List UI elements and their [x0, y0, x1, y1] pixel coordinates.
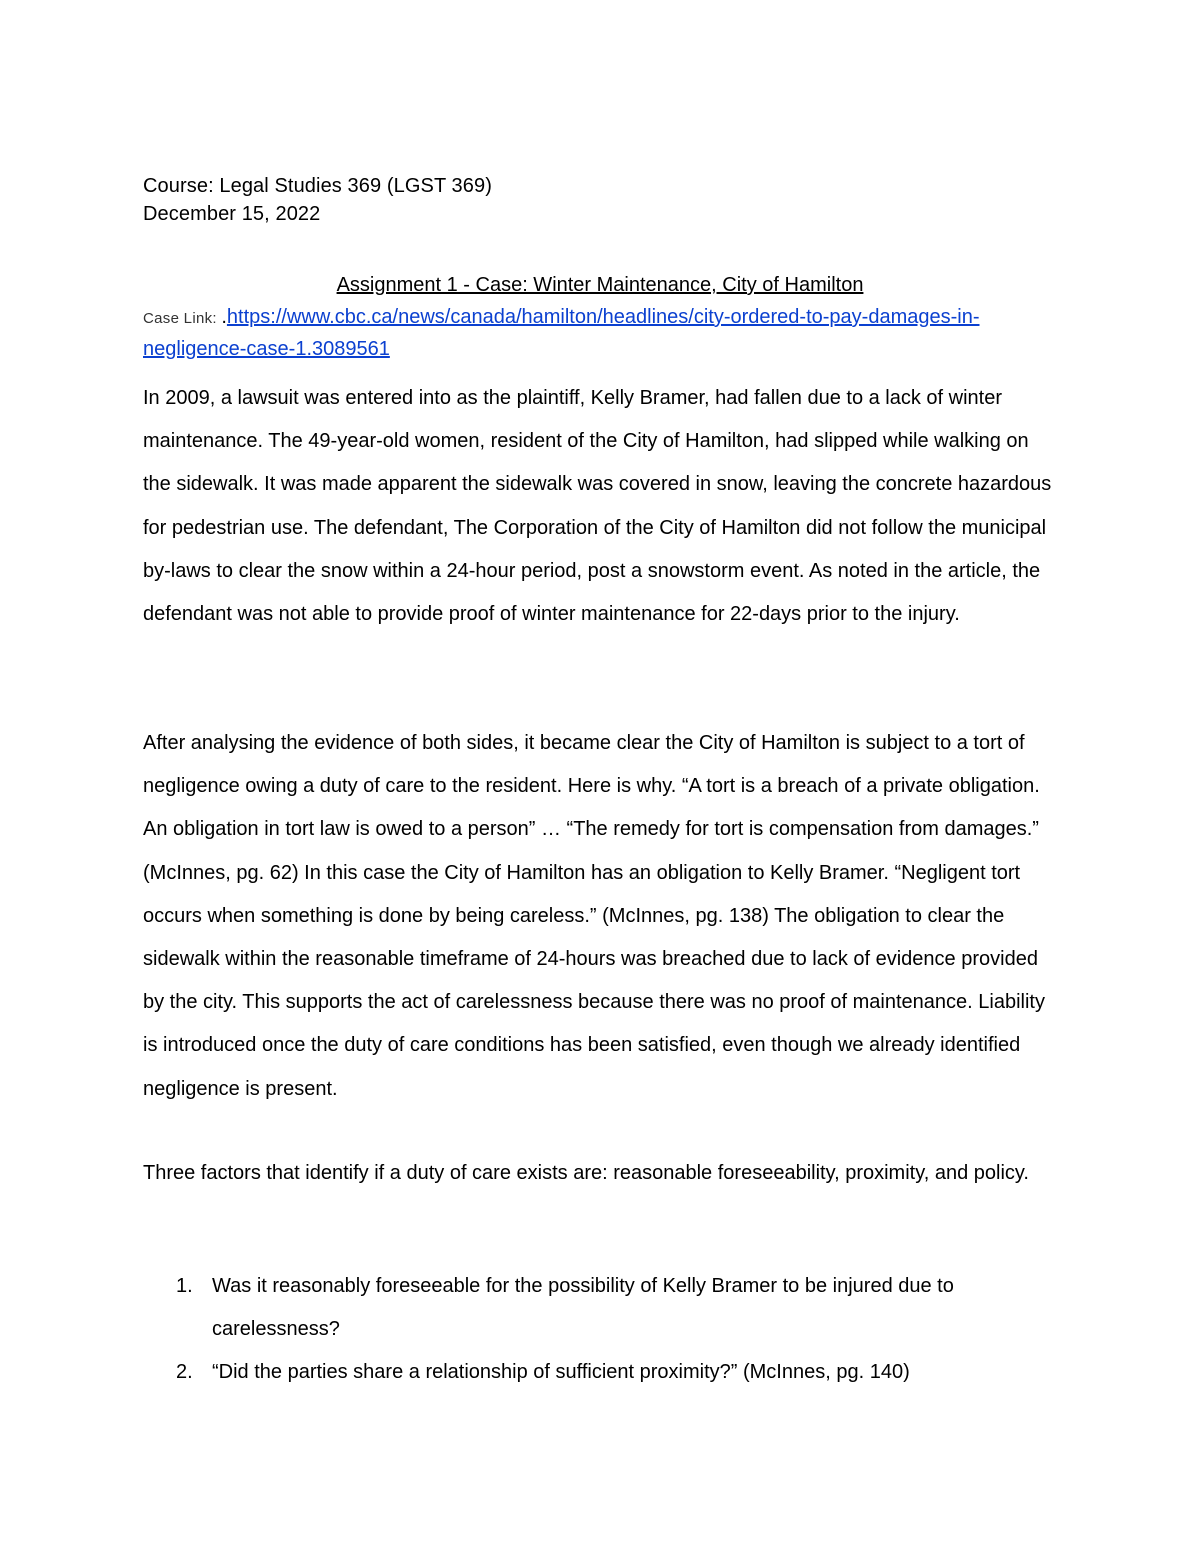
- assignment-title: Assignment 1 - Case: Winter Maintenance, City of Hamilton: [336, 274, 864, 296]
- case-link-dot: .: [221, 306, 227, 328]
- list-number: 2.: [176, 1361, 193, 1384]
- list-item: [143, 1351, 1057, 1394]
- paragraph-text: In 2009, a lawsuit was entered into as the plaintiff, Kelly Bramer, had fallen due to a lack of winter maintenance. The 49-year-old women, resident of the City of Hamilton, had slipped while walking on the sidewalk. It was made apparent the sidewalk was covered in snow, leaving the concrete hazardous for pedestrian use. The defendant, The Corporation of the City of Hamilton did not follow the municipal by-laws to clear the snow within a 24-hour period, post a snowstorm event. As noted in the article, the defendant was not able to provide proof of winter maintenance for 22-days prior to the injury.: [143, 387, 1052, 626]
- course-line: Course: Legal Studies 369 (LGST 369): [143, 175, 492, 197]
- paragraph-analysis: [143, 722, 1057, 1111]
- list-item: [143, 1265, 1057, 1351]
- case-link-url[interactable]: https://www.cbc.ca/news/canada/hamilton/headlines/city-ordered-to-pay-damages-in-negligence-case-1.3089561: [143, 306, 980, 360]
- case-link-line: [143, 302, 1057, 364]
- paragraph-text: After analysing the evidence of both sides, it became clear the City of Hamilton is subject to a tort of negligence owing a duty of care to the resident. Here is why. “A tort is a breach of a private obligation. An obligation in tort law is owed to a person” … “The remedy for tort is compensation from damages.” (McInnes, pg. 62) In this case the City of Hamilton has an obligation to Kelly Bramer. “Negligent tort occurs when something is done by being careless.” (McInnes, pg. 138) The obligation to clear the sidewalk within the reasonable timeframe of 24-hours was breached due to lack of evidence provided by the city. This supports the act of carelessness because there was no proof of maintenance. Liability is introduced once the duty of care conditions has been satisfied, even though we already identified negligence is present.: [143, 732, 1045, 1100]
- question-list: [143, 1265, 1057, 1395]
- list-text: “Did the parties share a relationship of sufficient proximity?” (McInnes, pg. 140): [212, 1361, 910, 1384]
- list-text: Was it reasonably foreseeable for the possibility of Kelly Bramer to be injured due to carelessness?: [212, 1275, 954, 1341]
- document-header: [143, 172, 492, 228]
- paragraph-case-summary: [143, 377, 1057, 636]
- paragraph-duty-factors: [143, 1152, 1057, 1195]
- paragraph-text: Three factors that identify if a duty of care exists are: reasonable foreseeability, proximity, and policy.: [143, 1162, 1029, 1184]
- list-number: 1.: [176, 1275, 193, 1297]
- date-line: December 15, 2022: [143, 203, 321, 225]
- case-link-label: Case Link:: [143, 310, 222, 327]
